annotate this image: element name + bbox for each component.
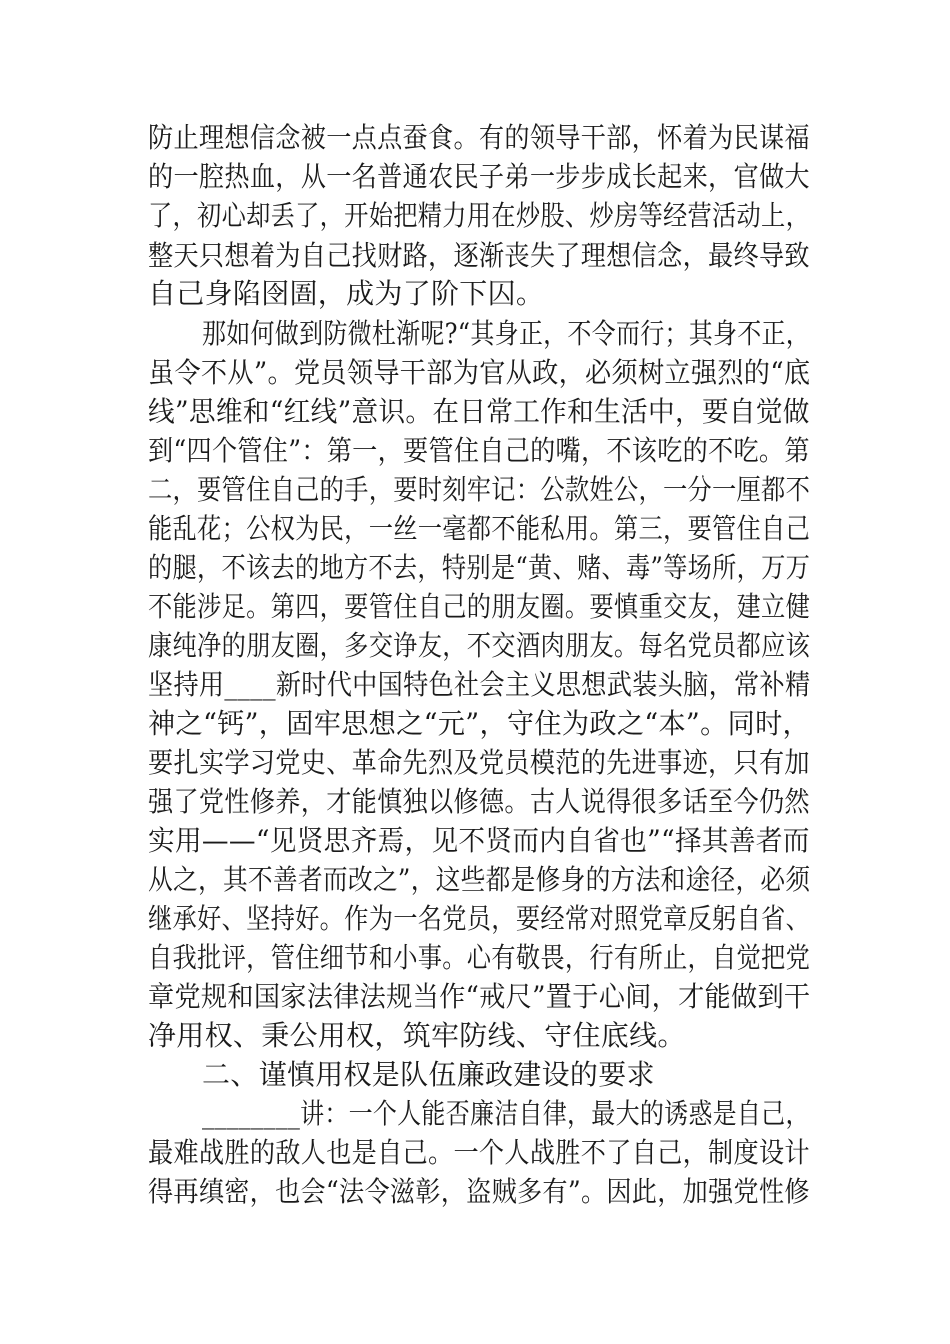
- paragraph-line: 能乱花；公权为民，一丝一毫都不能私用。第三，要管住自己: [148, 512, 811, 545]
- paragraph-line: 的一腔热血，从一名普通农民子弟一步步成长起来，官做大: [148, 160, 810, 193]
- paragraph-line: 不能涉足。第四，要管住自己的朋友圈。要慎重交友，建立健: [148, 590, 811, 623]
- paragraph-line: 净用权、秉公用权，筑牢防线、守住底线。: [148, 1019, 686, 1052]
- paragraph-line: 强了党性修养，才能慎独以修德。古人说得很多话至今仍然: [148, 785, 810, 818]
- paragraph-line: 二，要管住自己的手，要时刻牢记：公款姓公，一分一厘都不: [148, 473, 811, 506]
- paragraph-line: 最难战胜的敌人也是自己。一个人战胜不了自己，制度设计: [148, 1136, 810, 1169]
- paragraph-line: 自己身陷囹圄，成为了阶下囚。: [148, 277, 545, 310]
- paragraph-line: 章党规和国家法律法规当作“戒尺”置于心间，才能做到干: [148, 980, 811, 1013]
- section-heading: 二、谨慎用权是队伍廉政建设的要求: [202, 1058, 655, 1091]
- paragraph-line: 康纯净的朋友圈，多交诤友，不交酒肉朋友。每名党员都应该: [148, 629, 811, 662]
- paragraph-line: 到“四个管住”：第一，要管住自己的嘴，不该吃的不吃。第: [148, 434, 810, 467]
- paragraph-line: 继承好、坚持好。作为一名党员，要经常对照党章反躬自省、: [148, 902, 811, 935]
- paragraph-line: ________讲：一个人能否廉洁自律，最大的诱惑是自己，: [202, 1097, 810, 1130]
- paragraph-line: 那如何做到防微杜渐呢?“其身正，不令而行；其身不正，: [202, 317, 811, 350]
- paragraph-line: 实用——“见贤思齐焉，见不贤而内自省也”“择其善者而: [148, 824, 810, 857]
- paragraph-line: 从之，其不善者而改之”，这些都是修身的方法和途径，必须: [148, 863, 811, 896]
- paragraph-line: 要扎实学习党史、革命先烈及党员模范的先进事迹，只有加: [148, 746, 810, 779]
- paragraph-line: 神之“钙”，固牢思想之“元”，守住为政之“本”。同时，: [148, 707, 811, 740]
- paragraph-line: 了，初心却丢了，开始把精力用在炒股、炒房等经营活动上，: [148, 199, 811, 232]
- paragraph-line: 坚持用____新时代中国特色社会主义思想武装头脑，常补精: [148, 668, 811, 701]
- paragraph-line: 整天只想着为自己找财路，逐渐丧失了理想信念，最终导致: [148, 239, 810, 272]
- paragraph-line: 自我批评，管住细节和小事。心有敬畏，行有所止，自觉把党: [148, 941, 811, 974]
- paragraph-line: 防止理想信念被一点点蚕食。有的领导干部，怀着为民谋福: [148, 121, 810, 154]
- paragraph-line: 线”思维和“红线”意识。在日常工作和生活中，要自觉做: [148, 395, 810, 428]
- paragraph-line: 虽令不从”。党员领导干部为官从政，必须树立强烈的“底: [148, 356, 811, 389]
- paragraph-line: 得再缜密，也会“法令滋彰，盗贼多有”。因此，加强党性修: [148, 1175, 810, 1208]
- paragraph-line: 的腿，不该去的地方不去，特别是“黄、赌、毒”等场所，万万: [148, 551, 811, 584]
